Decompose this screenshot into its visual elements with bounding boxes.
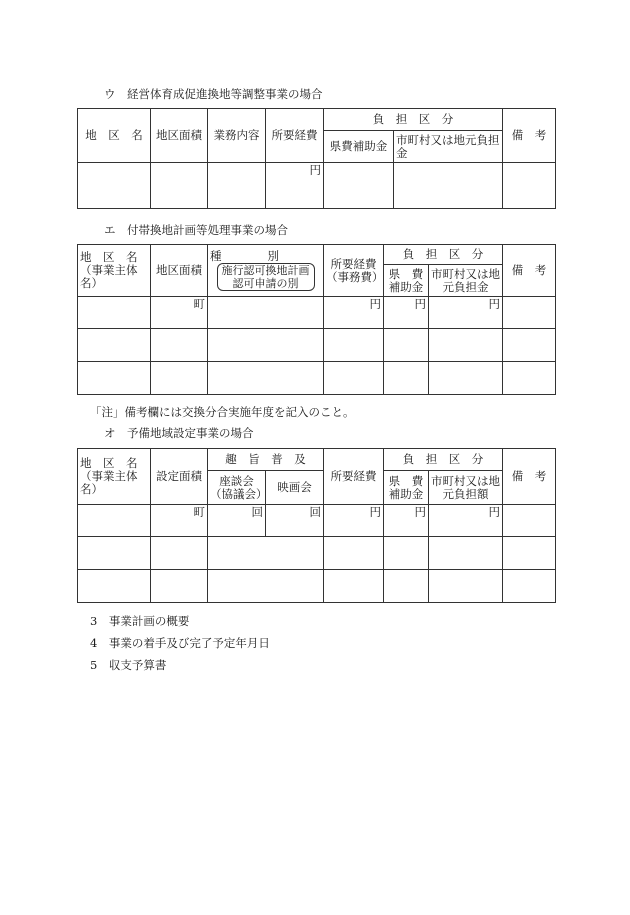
cell bbox=[429, 537, 503, 570]
list-item: 3 事業計画の概要 bbox=[90, 614, 190, 628]
header-type bbox=[208, 245, 324, 297]
cell bbox=[394, 163, 503, 209]
cell bbox=[429, 570, 503, 603]
cell bbox=[324, 163, 394, 209]
unit-yen: 円 bbox=[429, 297, 503, 329]
cell bbox=[208, 329, 324, 362]
cell bbox=[384, 570, 429, 603]
cell bbox=[78, 537, 151, 570]
cell bbox=[151, 570, 208, 603]
cell bbox=[151, 537, 208, 570]
cell bbox=[503, 163, 556, 209]
unit-cho: 町 bbox=[151, 297, 208, 329]
header-cost-label: 所要経費 bbox=[330, 256, 377, 271]
header-cost-sub: （事務費） bbox=[326, 269, 384, 284]
cell bbox=[324, 329, 384, 362]
header-meeting: 座談会（協議会） bbox=[208, 471, 266, 505]
table-u bbox=[77, 108, 556, 209]
header-muni-burden: 市町村又は地元負担額 bbox=[429, 471, 503, 505]
header-cost: 所要経費 bbox=[324, 449, 384, 505]
header-district: 地 区 名 bbox=[78, 109, 151, 163]
header-muni-burden: 市町村又は地元負担金 bbox=[429, 265, 503, 297]
header-remarks: 備 考 bbox=[503, 109, 556, 163]
table-o bbox=[77, 448, 556, 603]
header-type-label: 種 別 bbox=[210, 249, 279, 263]
unit-yen: 円 bbox=[324, 505, 384, 537]
cell bbox=[384, 362, 429, 395]
cell bbox=[208, 537, 324, 570]
unit-yen: 円 bbox=[429, 505, 503, 537]
cell bbox=[78, 505, 151, 537]
header-remarks: 備 考 bbox=[503, 449, 556, 505]
unit-cho: 町 bbox=[151, 505, 208, 537]
cell bbox=[151, 329, 208, 362]
cell bbox=[78, 570, 151, 603]
cell bbox=[324, 570, 384, 603]
unit-kai: 回 bbox=[208, 505, 266, 537]
cell bbox=[384, 329, 429, 362]
list-item: 4 事業の着手及び完了予定年月日 bbox=[90, 636, 270, 650]
table-e bbox=[77, 244, 556, 395]
unit-yen: 円 bbox=[384, 297, 429, 329]
header-film: 映画会 bbox=[266, 471, 324, 505]
header-area: 地区面積 bbox=[151, 109, 208, 163]
cell bbox=[78, 362, 151, 395]
cell bbox=[429, 329, 503, 362]
unit-kai: 回 bbox=[266, 505, 324, 537]
cell bbox=[208, 163, 266, 209]
cell bbox=[78, 163, 151, 209]
cell bbox=[208, 570, 324, 603]
header-burden: 負 担 区 分 bbox=[384, 449, 503, 471]
header-cost: 所要経費 bbox=[266, 109, 324, 163]
cell bbox=[324, 362, 384, 395]
header-district bbox=[78, 449, 151, 505]
cell bbox=[503, 362, 556, 395]
unit-yen: 円 bbox=[324, 297, 384, 329]
cell bbox=[503, 329, 556, 362]
header-burden: 負 担 区 分 bbox=[384, 245, 503, 265]
cell bbox=[503, 297, 556, 329]
cell bbox=[324, 537, 384, 570]
note-remarks: 「注」備考欄には交換分合実施年度を記入のこと。 bbox=[90, 405, 355, 419]
header-pref-subsidy: 県費補助金 bbox=[324, 131, 394, 163]
header-spread: 趣 旨 普 及 bbox=[208, 449, 324, 471]
header-remarks: 備 考 bbox=[503, 245, 556, 297]
list-item: 5 収支予算書 bbox=[90, 658, 167, 672]
cell bbox=[503, 570, 556, 603]
header-district bbox=[78, 245, 151, 297]
section-u-heading: ウ 経営体育成促進換地等調整事業の場合 bbox=[104, 87, 323, 101]
cell bbox=[384, 537, 429, 570]
unit-yen: 円 bbox=[384, 505, 429, 537]
header-district-sub: （事業主体名） bbox=[80, 469, 138, 496]
header-cost bbox=[324, 245, 384, 297]
header-work: 業務内容 bbox=[208, 109, 266, 163]
header-pref-subsidy: 県 費補助金 bbox=[384, 471, 429, 505]
header-muni-burden: 市町村又は地元負担金 bbox=[394, 131, 503, 163]
cell bbox=[208, 297, 324, 329]
cell bbox=[503, 505, 556, 537]
cell bbox=[78, 297, 151, 329]
cell bbox=[151, 362, 208, 395]
cell bbox=[208, 362, 324, 395]
header-district-label: 地 区 名 bbox=[80, 250, 138, 264]
header-area: 設定面積 bbox=[151, 449, 208, 505]
header-pref-subsidy: 県 費補助金 bbox=[384, 265, 429, 297]
cell bbox=[78, 329, 151, 362]
unit-yen: 円 bbox=[266, 163, 324, 209]
cell bbox=[503, 537, 556, 570]
cell bbox=[151, 163, 208, 209]
section-e-heading: エ 付帯換地計画等処理事業の場合 bbox=[104, 223, 288, 237]
cell bbox=[429, 362, 503, 395]
header-area: 地区面積 bbox=[151, 245, 208, 297]
header-district-sub: （事業主体名） bbox=[80, 263, 138, 290]
header-district-label: 地 区 名 bbox=[80, 456, 138, 470]
section-o-heading: オ 予備地域設定事業の場合 bbox=[104, 426, 254, 440]
header-type-sub: 施行認可換地計画認可申請の別 bbox=[217, 263, 315, 291]
header-burden: 負 担 区 分 bbox=[324, 109, 503, 131]
